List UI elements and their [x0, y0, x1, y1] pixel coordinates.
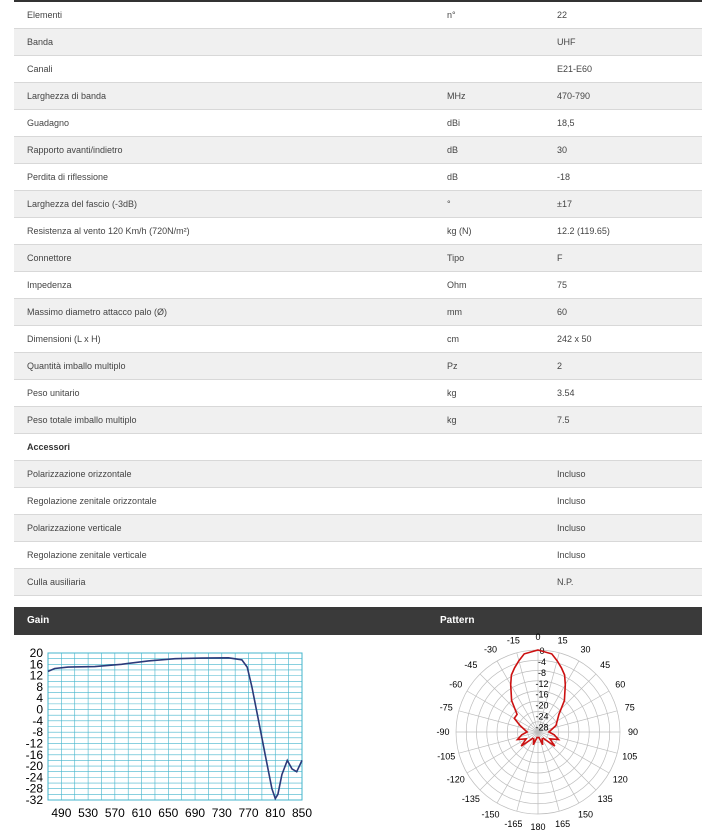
spec-row	[14, 137, 702, 164]
spec-value: Incluso	[544, 515, 702, 542]
angle-tick-label: 165	[555, 818, 571, 829]
spec-label: Elementi	[14, 2, 434, 29]
x-tick-label: 490	[51, 806, 72, 820]
spec-row	[14, 56, 702, 83]
y-tick-label: -24	[25, 770, 43, 785]
polar-spoke	[467, 691, 538, 732]
spec-value: -18	[544, 164, 702, 191]
radial-tick-label: -4	[537, 656, 547, 667]
spec-unit: Ohm	[434, 272, 544, 299]
x-tick-label: 810	[265, 806, 286, 820]
angle-tick-label: -165	[504, 818, 523, 829]
radial-tick-label: -12	[535, 678, 549, 689]
angle-tick-label: -150	[481, 809, 500, 820]
spec-row	[14, 164, 702, 191]
polar-spoke	[480, 674, 538, 732]
spec-label: Impedenza	[14, 272, 434, 299]
spec-value: 60	[544, 299, 702, 326]
pattern-title: Pattern	[440, 615, 475, 626]
spec-row	[14, 353, 702, 380]
spec-unit	[434, 569, 544, 596]
x-tick-label: 530	[78, 806, 99, 820]
spec-unit	[434, 29, 544, 56]
y-tick-label: -32	[25, 793, 43, 807]
spec-value: UHF	[544, 29, 702, 56]
angle-tick-label: 135	[597, 794, 613, 805]
spec-label: Banda	[14, 29, 434, 56]
spec-label: Canali	[14, 56, 434, 83]
spec-row	[14, 461, 702, 488]
spec-unit: Tipo	[434, 245, 544, 272]
spec-value: Incluso	[544, 542, 702, 569]
x-tick-label: 730	[211, 806, 232, 820]
spec-label: Regolazione zenitale verticale	[14, 542, 434, 569]
section-title: Accessori	[14, 434, 702, 461]
spec-value: N.P.	[544, 569, 702, 596]
spec-value: 242 x 50	[544, 326, 702, 353]
angle-tick-label: -90	[436, 727, 450, 737]
spec-value: 7.5	[544, 407, 702, 434]
angle-tick-label: 30	[580, 644, 591, 655]
spec-unit: °	[434, 191, 544, 218]
x-tick-label: 770	[238, 806, 259, 820]
y-tick-label: -4	[32, 713, 43, 728]
angle-tick-label: 15	[557, 635, 568, 646]
spec-label: Rapporto avanti/indietro	[14, 137, 434, 164]
spec-unit: dB	[434, 164, 544, 191]
spec-value: Incluso	[544, 488, 702, 515]
y-tick-label: -16	[25, 747, 43, 762]
spec-label: Larghezza di banda	[14, 83, 434, 110]
spec-unit	[434, 56, 544, 83]
spec-unit: cm	[434, 326, 544, 353]
radial-tick-label: -20	[535, 700, 549, 711]
polar-spoke	[459, 711, 538, 732]
spec-label: Quantità imballo multiplo	[14, 353, 434, 380]
spec-value: 12.2 (119.65)	[544, 218, 702, 245]
spec-unit	[434, 488, 544, 515]
angle-tick-label: 150	[577, 809, 594, 820]
spec-row	[14, 272, 702, 299]
spec-unit: kg	[434, 380, 544, 407]
angle-tick-label: 0	[535, 632, 541, 642]
spec-value: ±17	[544, 191, 702, 218]
spec-value: 2	[544, 353, 702, 380]
y-tick-label: 16	[29, 657, 43, 672]
spec-label: Regolazione zenitale orizzontale	[14, 488, 434, 515]
spec-label: Peso unitario	[14, 380, 434, 407]
gain-title: Gain	[27, 615, 50, 626]
section-row	[14, 434, 702, 461]
y-tick-label: -28	[25, 781, 43, 796]
angle-tick-label: 90	[627, 727, 639, 737]
spec-row	[14, 488, 702, 515]
spec-row	[14, 110, 702, 137]
spec-value: E21-E60	[544, 56, 702, 83]
angle-tick-label: 60	[615, 679, 626, 690]
radial-tick-label: -24	[535, 711, 549, 722]
y-tick-label: 12	[29, 668, 43, 683]
polar-spoke	[517, 732, 538, 811]
pattern-chart	[430, 632, 660, 832]
x-tick-label: 570	[104, 806, 125, 820]
specs-table	[14, 2, 702, 596]
spec-value: Incluso	[544, 461, 702, 488]
spec-row	[14, 380, 702, 407]
gain-chart	[14, 641, 344, 831]
angle-tick-label: -120	[446, 774, 465, 785]
spec-label: Peso totale imballo multiplo	[14, 407, 434, 434]
angle-tick-label: -60	[449, 679, 463, 690]
spec-row	[14, 515, 702, 542]
spec-value: 470-790	[544, 83, 702, 110]
angle-tick-label: -45	[464, 659, 478, 670]
spec-unit	[434, 542, 544, 569]
spec-unit: dBi	[434, 110, 544, 137]
spec-label: Larghezza del fascio (-3dB)	[14, 191, 434, 218]
radial-tick-label: 0	[539, 646, 545, 656]
spec-label: Polarizzazione verticale	[14, 515, 434, 542]
spec-label: Polarizzazione orizzontale	[14, 461, 434, 488]
y-tick-label: 8	[36, 679, 43, 694]
spec-row	[14, 542, 702, 569]
angle-tick-label: 75	[624, 702, 635, 713]
spec-unit: kg (N)	[434, 218, 544, 245]
spec-label: Connettore	[14, 245, 434, 272]
angle-tick-label: -135	[461, 794, 480, 805]
spec-value: 18,5	[544, 110, 702, 137]
x-tick-label: 850	[291, 806, 313, 820]
spec-value: 75	[544, 272, 702, 299]
radial-tick-label: -16	[535, 689, 549, 700]
angle-tick-label: 105	[622, 751, 638, 762]
y-tick-label: -12	[25, 736, 43, 751]
spec-label: Massimo diametro attacco palo (Ø)	[14, 299, 434, 326]
angle-tick-label: -105	[437, 751, 456, 762]
spec-row	[14, 569, 702, 596]
angle-tick-label: 45	[600, 659, 611, 670]
x-tick-label: 650	[158, 806, 179, 820]
spec-value: 30	[544, 137, 702, 164]
y-tick-label: 4	[36, 691, 43, 706]
spec-label: Culla ausiliaria	[14, 569, 434, 596]
polar-spoke	[538, 711, 617, 732]
radial-tick-label: -28	[535, 722, 549, 733]
spec-row	[14, 299, 702, 326]
spec-row	[14, 245, 702, 272]
angle-tick-label: -15	[506, 635, 520, 646]
spec-label: Resistenza al vento 120 Km/h (720N/m²)	[14, 218, 434, 245]
spec-value: F	[544, 245, 702, 272]
spec-unit: dB	[434, 137, 544, 164]
spec-unit: mm	[434, 299, 544, 326]
polar-spoke	[538, 732, 559, 811]
spec-row	[14, 407, 702, 434]
x-tick-label: 690	[185, 806, 206, 820]
spec-unit: Pz	[434, 353, 544, 380]
spec-label: Dimensioni (L x H)	[14, 326, 434, 353]
spec-unit: MHz	[434, 83, 544, 110]
angle-tick-label: -30	[483, 644, 498, 655]
angle-tick-label: -75	[439, 702, 453, 713]
y-tick-label: 0	[36, 702, 43, 717]
spec-unit: kg	[434, 407, 544, 434]
spec-row	[14, 218, 702, 245]
spec-row	[14, 326, 702, 353]
spec-unit	[434, 515, 544, 542]
polar-spoke	[497, 732, 538, 803]
spec-row	[14, 2, 702, 29]
spec-row	[14, 83, 702, 110]
spec-label: Perdita di riflessione	[14, 164, 434, 191]
spec-row	[14, 191, 702, 218]
spec-row	[14, 29, 702, 56]
polar-spoke	[538, 691, 609, 732]
y-tick-label: -8	[32, 725, 43, 740]
polar-spoke	[538, 732, 579, 803]
charts-header	[14, 607, 702, 635]
angle-tick-label: 120	[612, 774, 628, 785]
spec-unit: n°	[434, 2, 544, 29]
y-tick-label: -20	[25, 759, 43, 774]
x-tick-label: 610	[131, 806, 152, 820]
angle-tick-label: 180	[530, 822, 546, 832]
spec-label: Guadagno	[14, 110, 434, 137]
spec-value: 3.54	[544, 380, 702, 407]
spec-unit	[434, 461, 544, 488]
spec-value: 22	[544, 2, 702, 29]
radial-tick-label: -8	[537, 667, 547, 678]
y-tick-label: 20	[29, 646, 43, 660]
